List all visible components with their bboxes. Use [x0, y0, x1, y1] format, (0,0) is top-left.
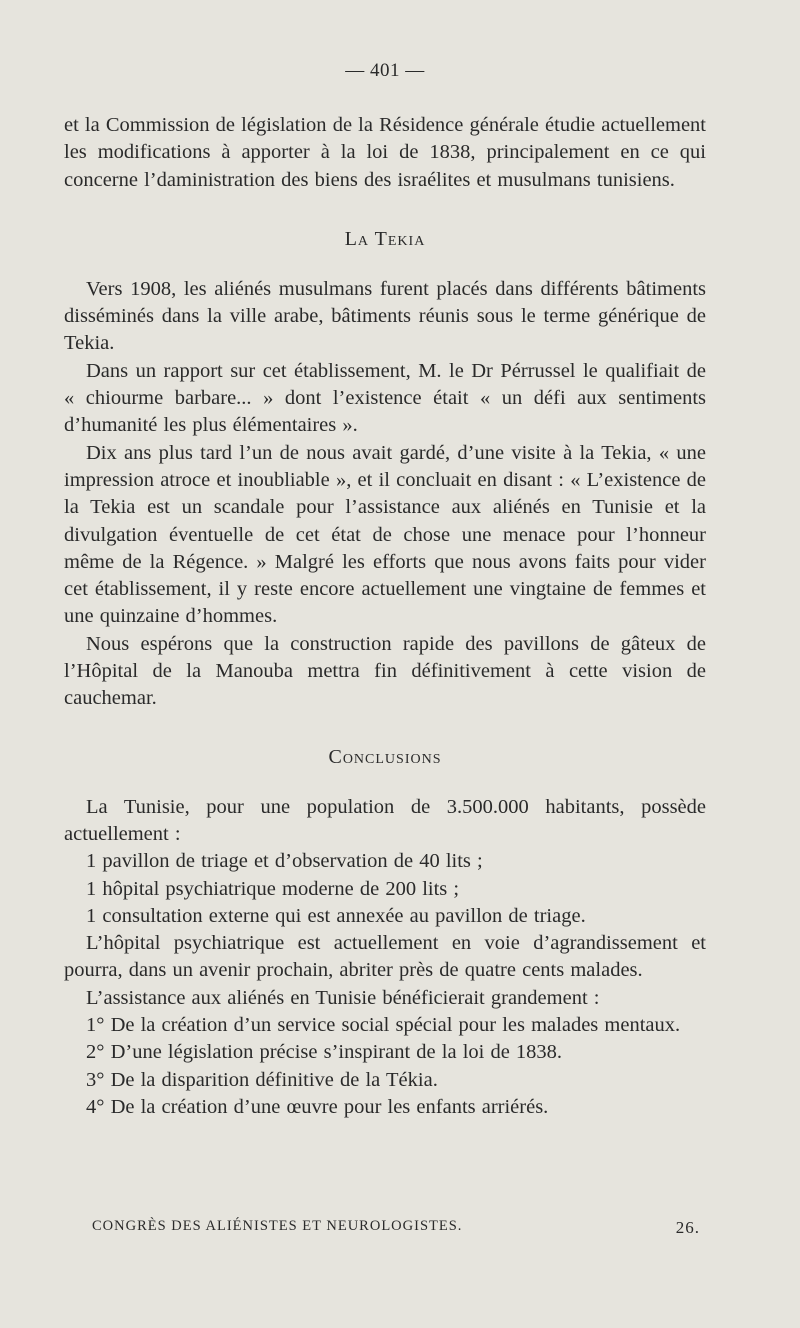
- page-footer: [92, 1218, 700, 1238]
- paragraph: Dix ans plus tard l’un de nous avait gardé, d’une visite à la Tekia, « une impression atroce et inoubliable », et il concluait en disant : « L’existence de la Tekia est un scandale pour l’assistance aux aliénés en Tunisie et la divulgation éventuelle de cet état de chose une menace pour l’honneur même de la Régence. » Malgré les efforts que nous avons faits pour vider cet établissement, il y reste encore actuellement une vingtaine de femmes et une quinzaine d’hommes.: [64, 441, 706, 628]
- footer-sheet-number: 26.: [675, 1218, 700, 1237]
- list-item: 4° De la création d’une œuvre pour les enfants arriérés.: [86, 1095, 549, 1118]
- footer-signature: CONGRÈS DES ALIÉNISTES ET NEUROLOGISTES.: [92, 1218, 463, 1234]
- page-number: — 401 —: [345, 60, 425, 81]
- section-heading-tekia: La Tekia: [344, 227, 426, 250]
- paragraph: L’hôpital psychiatrique est actuellement en voie d’agrandissement et pourra, dans un avenir prochain, abriter près de quatre cents malades.: [64, 932, 706, 982]
- list-item: 3° De la disparition définitive de la Tékia.: [86, 1068, 438, 1091]
- paragraph: Vers 1908, les aliénés musulmans furent placés dans différents bâtiments disséminés dans la ville arabe, bâtiments réunis sous le terme générique de Tekia.: [64, 277, 706, 355]
- list-item: 1 pavillon de triage et d’observation de 40 lits ;: [86, 850, 483, 873]
- section-heading-conclusions: Conclusions: [328, 745, 442, 768]
- list-item: 2° D’une législation précise s’inspirant de la loi de 1838.: [86, 1041, 563, 1064]
- list-item: 1 consultation externe qui est annexée au pavillon de triage.: [86, 904, 586, 927]
- paragraph: Dans un rapport sur cet établissement, M. le Dr Pérrussel le qualifiait de « chiourme barbare... » dont l’existence était « un défi aux sentiments d’humanité les plus élémentaires ».: [64, 359, 706, 437]
- list-item: 1 hôpital psychiatrique moderne de 200 lits ;: [86, 877, 460, 900]
- paragraph: L’assistance aux aliénés en Tunisie bénéficierait grandement :: [86, 986, 600, 1009]
- intro-paragraph: et la Commission de législation de la Résidence générale étudie actuellement les modifications à apporter à la loi de 1838, principalement en ce qui concerne l’daministration des biens des israélites et musulmans tunisiens.: [64, 114, 706, 191]
- paragraph: Nous espérons que la construction rapide des pavillons de gâteux de l’Hôpital de la Manouba mettra fin définitivement à cette vision de cauchemar.: [64, 632, 706, 710]
- list-item: 1° De la création d’un service social spécial pour les malades mentaux.: [86, 1014, 681, 1037]
- paragraph: La Tunisie, pour une population de 3.500.000 habitants, possède actuellement :: [64, 795, 706, 845]
